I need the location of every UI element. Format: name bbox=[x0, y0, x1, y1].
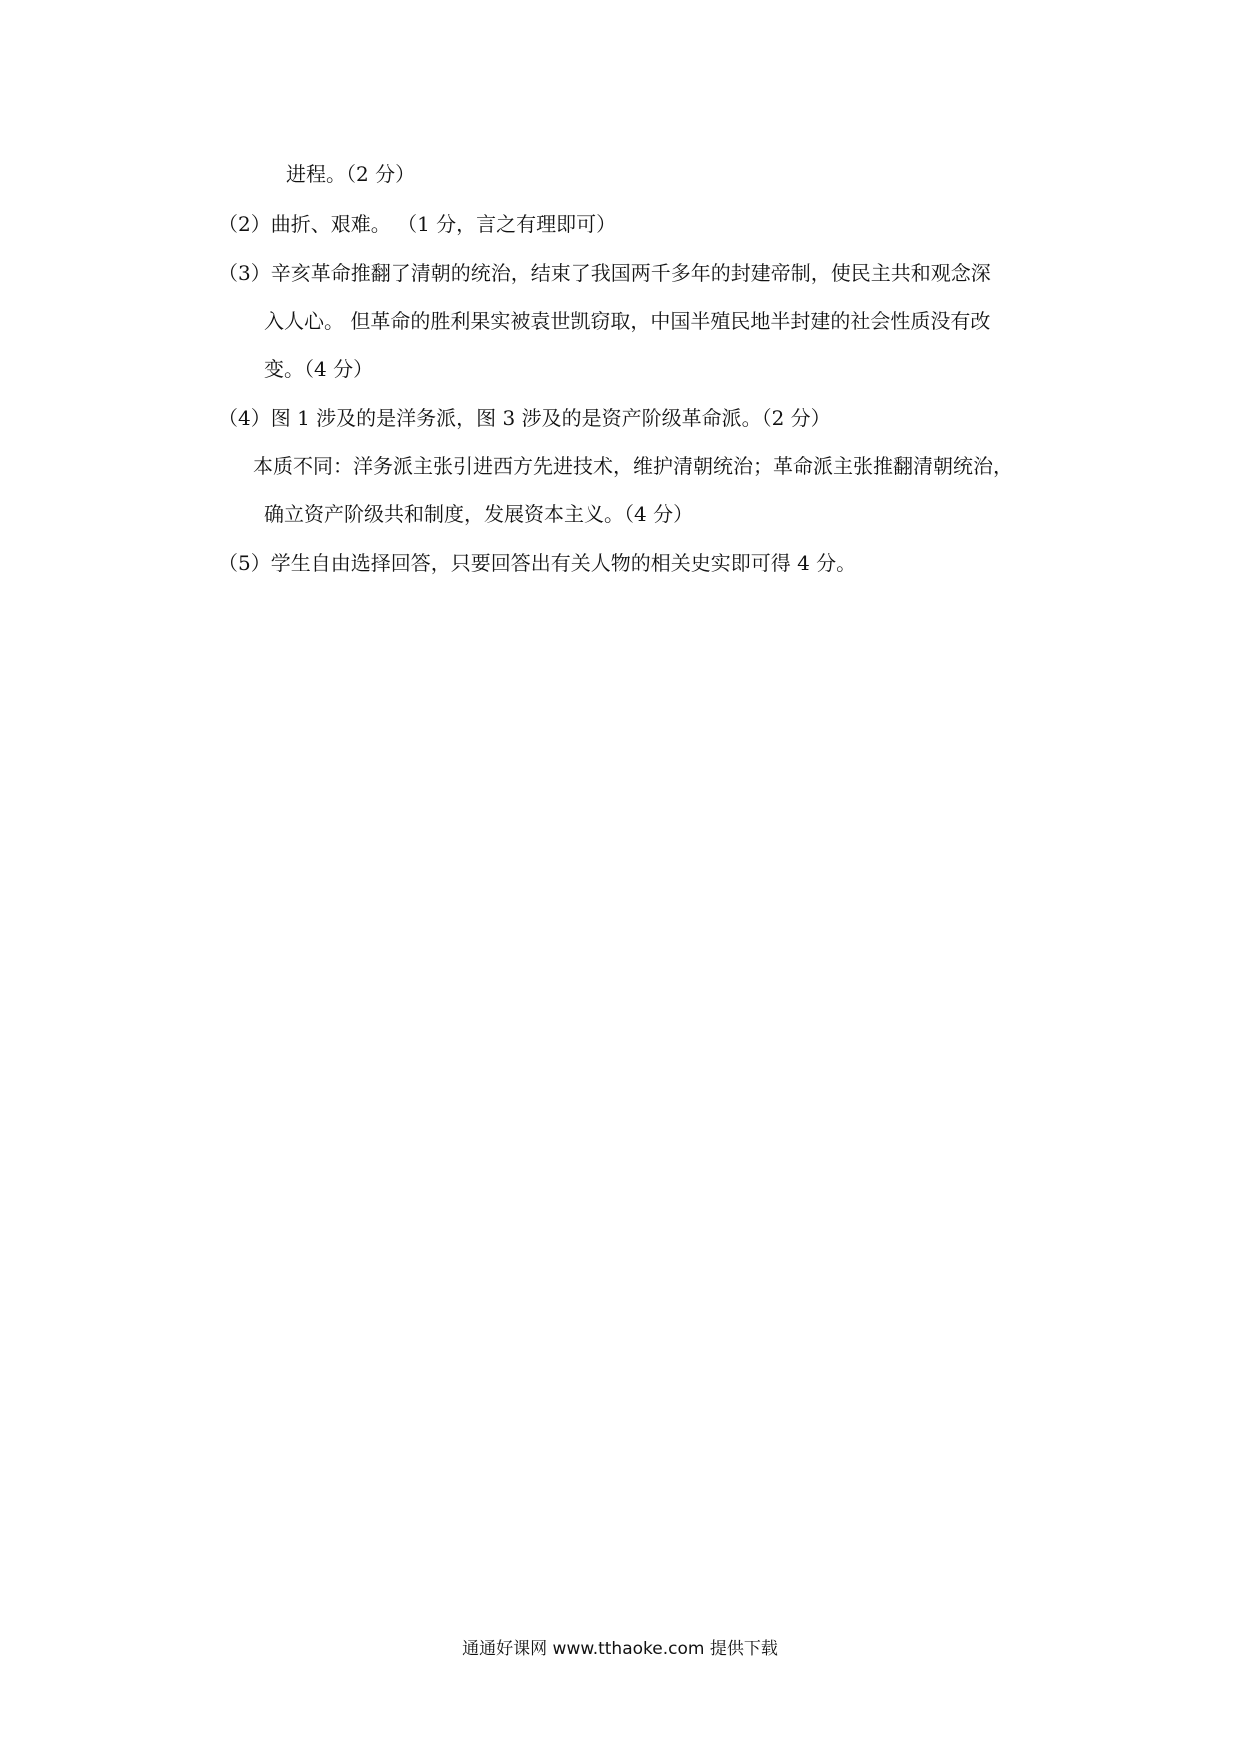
page-footer: 通通好课网 www.tthaoke.com 提供下载 bbox=[462, 1639, 778, 1659]
answer-line-continuation: 进程。（2 分） bbox=[286, 162, 416, 186]
answer-item-3-line-3: 变。（4 分） bbox=[264, 357, 374, 381]
answer-item-2: （2）曲折、艰难。 （1 分，言之有理即可） bbox=[218, 212, 617, 236]
answer-item-5: （5）学生自由选择回答，只要回答出有关人物的相关史实即可得 4 分。 bbox=[218, 551, 857, 575]
answer-item-4-explanation-line-2: 确立资产阶级共和制度，发展资本主义。（4 分） bbox=[264, 502, 694, 526]
answer-item-3-line-2: 入人心。 但革命的胜利果实被袁世凯窃取，中国半殖民地半封建的社会性质没有改 bbox=[264, 309, 991, 333]
answer-item-4: （4）图 1 涉及的是洋务派，图 3 涉及的是资产阶级革命派。（2 分） bbox=[218, 406, 831, 430]
answer-item-4-explanation: 本质不同：洋务派主张引进西方先进技术，维护清朝统治；革命派主张推翻清朝统治， bbox=[253, 454, 1013, 478]
answer-item-3: （3）辛亥革命推翻了清朝的统治，结束了我国两千多年的封建帝制，使民主共和观念深 bbox=[218, 261, 991, 285]
